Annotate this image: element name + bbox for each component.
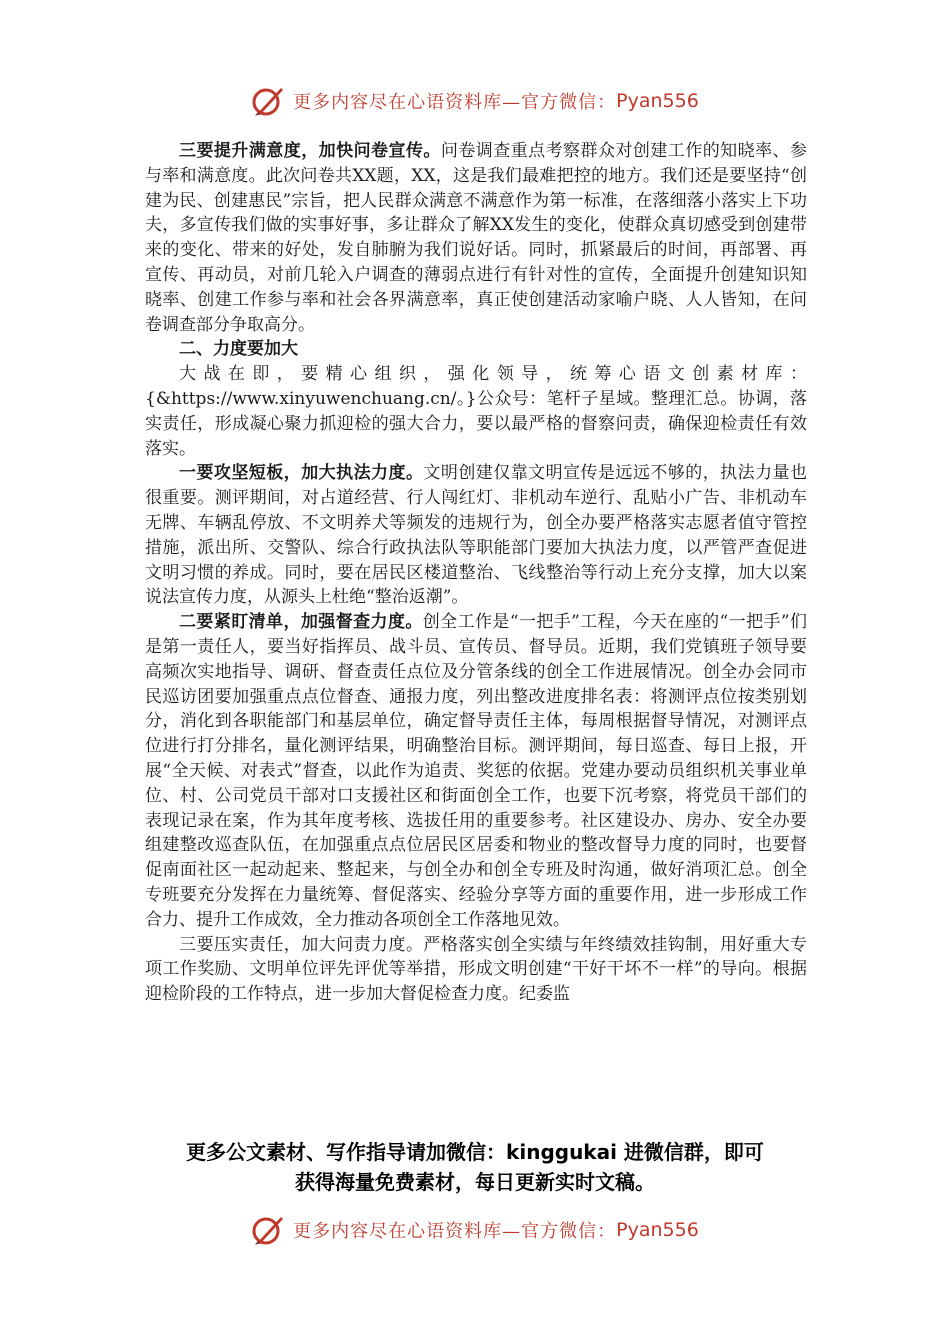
document-body	[145, 139, 807, 1007]
pen-logo-icon	[251, 84, 285, 118]
paragraph	[145, 139, 807, 337]
paragraph	[145, 610, 807, 932]
footer-promo-note	[0, 1137, 950, 1197]
section-heading-text: 二、力度要加大	[179, 339, 298, 360]
watermark-wechat-id: Pyan556	[616, 90, 699, 112]
footer-note-line: 获得海量免费素材，每日更新实时文稿。	[295, 1170, 655, 1194]
paragraph-text: 大战在即，要精心组织，强化领导，统筹心语文创素材库：{&https://www.xinyuwenchuang.cn/。}公众号：笔杆子星域。整理汇总。协调，落实责任，形成凝心聚力抓迎检的强大合力，要以最严格的督察问责，确保迎检责任有效落实。	[145, 364, 807, 459]
pen-logo-icon	[251, 1213, 285, 1247]
paragraph-text: 三要压实责任，加大问责力度。严格落实创全实绩与年终绩效挂钩制，用好重大专项工作奖励、文明单位评先评优等举措，形成文明创建“干好干坏不一样”的导向。根据迎检阶段的工作特点，进一步加大督促检查力度。纪委监	[145, 934, 807, 1005]
paragraph-text: 问卷调查重点考察群众对创建工作的知晓率、参与率和满意度。此次问卷共XX题，XX，这是我们最难把控的地方。我们还是要坚持“创建为民、创建惠民”宗旨，把人民群众满意不满意作为第一标准，在落细落小落实上下功夫，多宣传我们做的实事好事，多让群众了解XX发生的变化，使群众真切感受到创建带来的变化、带来的好处，发自肺腑为我们说好话。同时，抓紧最后的时间，再部署、再宣传、再动员，对前几轮入户调查的薄弱点进行有针对性的宣传，全面提升创建知识知晓率、创建工作参与率和社会各界满意率，真正使创建活动家喻户晓、人人皆知，在问卷调查部分争取高分。	[145, 141, 808, 335]
footer-note-line: 更多公文素材、写作指导请加微信：kinggukai 进微信群，即可	[186, 1140, 764, 1164]
header-watermark	[0, 84, 950, 118]
paragraph-heading: 一要攻坚短板，加大执法力度。	[179, 463, 424, 484]
watermark-site-text: 更多内容尽在心语资料库—官方微信：	[293, 1221, 617, 1242]
paragraph-text: 文明创建仅靠文明宣传是远远不够的，执法力量也很重要。测评期间，对占道经营、行人闯红灯、非机动车逆行、乱贴小广告、非机动车无牌、车辆乱停放、不文明养犬等频发的违规行为，创全办要严格落实志愿者值守管控措施，派出所、交警队、综合行政执法队等职能部门要加大执法力度，以严管严查促进文明习惯的养成。同时，要在居民区楼道整治、飞线整治等行动上充分支撑，加大以案说法宣传力度，从源头上杜绝“整治返潮”。	[145, 463, 808, 608]
paragraph-heading: 三要提升满意度，加快问卷宣传。	[179, 141, 441, 161]
section-heading	[145, 337, 807, 362]
watermark-site-text: 更多内容尽在心语资料库—官方微信：	[293, 92, 617, 113]
paragraph	[145, 933, 807, 1007]
paragraph-heading: 二要紧盯清单，加强督查力度。	[179, 612, 423, 633]
watermark-wechat-id: Pyan556	[616, 1219, 699, 1241]
paragraph	[145, 461, 807, 610]
footer-watermark	[0, 1213, 950, 1247]
paragraph-text: 创全工作是“一把手”工程，今天在座的“一把手”们是第一责任人，要当好指挥员、战斗员、宣传员、督导员。近期，我们党镇班子领导要高频次实地指导、调研、督查责任点位及分管条线的创全工作进展情况。创全办会同市民巡访团要加强重点点位督查、通报力度，列出整改进度排名表：将测评点位按类别划分，消化到各职能部门和基层单位，确定督导责任主体，每周根据督导情况，对测评点位进行打分排名，量化测评结果，明确整治目标。测评期间，每日巡查、每日上报，开展“全天候、对表式”督查，以此作为追责、奖惩的依据。党建办要动员组织机关事业单位、村、公司党员干部对口支援社区和街面创全工作，也要下沉考察，将党员干部们的表现记录在案，作为其年度考核、选拔任用的重要参考。社区建设办、房办、安全办要组建整改巡查队伍，在加强重点点位居民区居委和物业的整改督导力度的同时，也要督促南面社区一起动起来、整起来，与创全办和创全专班及时沟通，做好消项汇总。创全专班要充分发挥在力量统筹、督促落实、经验分享等方面的重要作用，进一步形成工作合力、提升工作成效，全力推动各项创全工作落地见效。	[145, 612, 807, 930]
paragraph	[145, 362, 807, 461]
